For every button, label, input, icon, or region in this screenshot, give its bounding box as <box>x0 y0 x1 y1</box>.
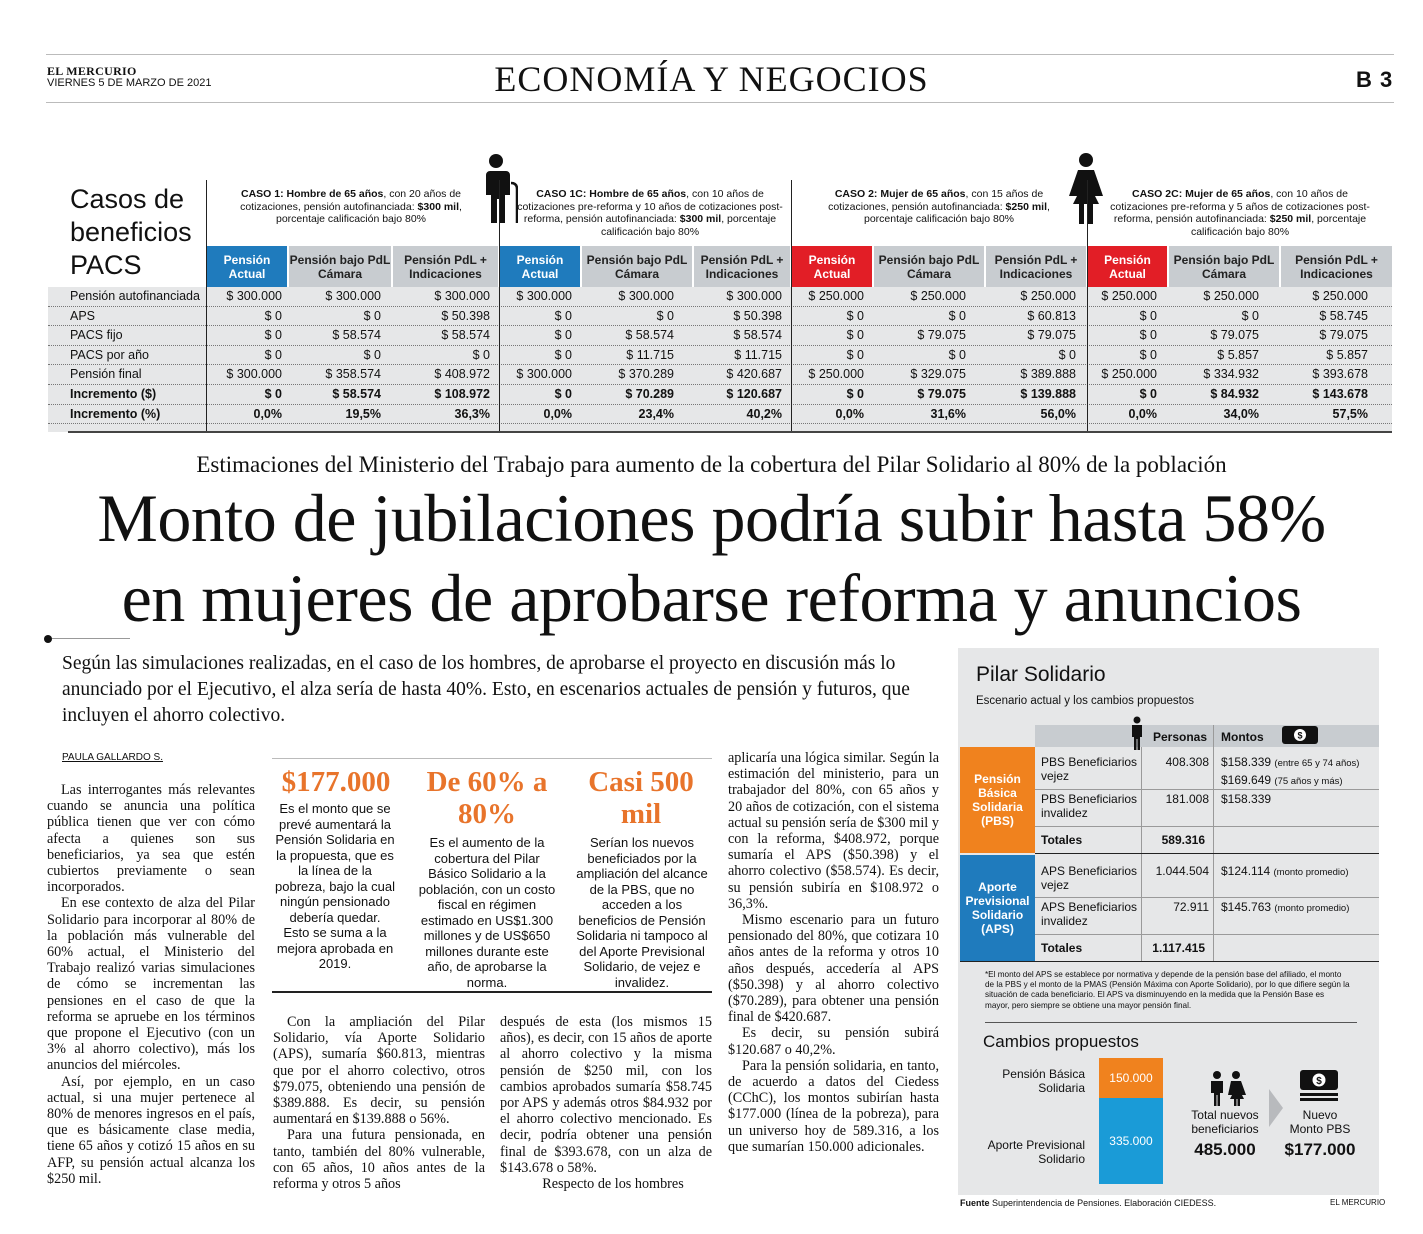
row-pbs-totales: Totales <box>1041 833 1083 847</box>
col-header-case2-actual: Pensión Actual <box>792 246 872 287</box>
table-cell: 19,5% <box>345 406 381 421</box>
col-header-case1-actual: Pensión Actual <box>207 246 287 287</box>
table-cell: $ 11.715 <box>626 347 674 362</box>
aps-label-box: Aporte Previsional Solidario (APS) <box>960 855 1035 961</box>
table-cell: $ 250.000 <box>1312 289 1368 303</box>
case-1c-description: CASO 1C: Hombre de 65 años, con 10 años de cotizaciones pre-reforma y 10 años de cotizaciones post-reforma, pensión autofinanciada: $300 mil, porcentaje calificación bajo 80% <box>517 188 783 238</box>
paragraph: Las interrogantes más relevantes cuando se anuncia una política pública tienen que ver con cómo afecta a quienes son sus beneficiarios, ya sea que estén cubiertos previamente o sean incorporados. <box>47 782 255 896</box>
table-cell: $ 0 <box>264 308 282 323</box>
table-cell: 23,4% <box>638 406 674 421</box>
sidebar-note: *El monto del APS se establece por normativa y depende de la pensión base del afiliado, el monto de la PBS y el monto de la PMAS (Pensión Máxima con Aporte Solidario), por lo que difiere según la situación de cada beneficiario. El APS va disminuyendo en la medida que la Pensión Base es mayor, pero siempre se obtiene una mayor pensión final. <box>985 970 1350 1010</box>
paragraph: Así, por ejemplo, en un caso actual, si una mujer pertenece al 80% de menores ingresos en el país, que es básicamente clase media, tiene 65 años y cotizó 15 años en su AFP, su pensión actual alcanza los $250 mil. <box>47 1073 255 1187</box>
table-cell: $ 0 <box>846 347 864 362</box>
body-column-1 <box>47 782 255 1187</box>
issue-date: VIERNES 5 DE MARZO DE 2021 <box>47 77 212 89</box>
sidebar-subtitle: Escenario actual y los cambios propuestos <box>976 695 1194 707</box>
row-label: PACS fijo <box>70 328 123 343</box>
table-cell: $ 108.972 <box>434 387 490 401</box>
facts-bottom-rule <box>272 991 712 993</box>
table-cell: $ 334.932 <box>1203 367 1259 382</box>
table-cell: $ 5.857 <box>1326 347 1368 362</box>
col-header-case2c-indicaciones: Pensión PdL + Indicaciones <box>1281 246 1392 287</box>
pbs-label-box: Pensión Básica Solidaria (PBS) <box>960 747 1035 853</box>
paragraph: Para una futura pensionada, en tanto, también del 80% vulnerable, con 65 años, 10 años antes de la reforma y otros 5 años <box>273 1127 485 1193</box>
table-cell: $ 300.000 <box>516 289 572 303</box>
col-header-case1-indicaciones: Pensión PdL + Indicaciones <box>393 246 498 287</box>
table-cell: $ 50.398 <box>733 308 782 323</box>
table-row <box>48 405 1392 425</box>
col-header-case2c-actual: Pensión Actual <box>1088 246 1167 287</box>
table-cell: $ 58.745 <box>1319 308 1368 323</box>
table-cell: $ 358.574 <box>325 367 381 382</box>
table-cell: 0,0% <box>543 406 572 421</box>
fact-3-number: Casi 500 mil <box>588 766 694 830</box>
table-cell: $ 139.888 <box>1020 387 1076 401</box>
col-header-case1c-indicaciones: Pensión PdL + Indicaciones <box>694 246 790 287</box>
col-montos: Montos <box>1221 730 1264 744</box>
new-pbs-value: $177.000 <box>1284 1140 1356 1159</box>
fact-1-text: Es el monto que se prevé aumentará la Pensión Solidaria en la propuesta, que es la línea de la pobreza, bajo la cual ningún pensionado debería quedar. Esto se suma a la mejora aprobada en 2019. <box>275 801 395 971</box>
table-cell: $ 250.000 <box>808 367 864 382</box>
table-rule <box>1087 180 1088 432</box>
header-bottom-rule <box>46 102 1394 103</box>
table-cell: $ 250.000 <box>808 289 864 303</box>
table-cell: $ 300.000 <box>226 367 282 382</box>
table-cell: $ 79.075 <box>1210 328 1259 343</box>
table-cell: 0,0% <box>835 406 864 421</box>
man-icon <box>478 153 518 225</box>
pbs-vejez-monto1: $158.339 (entre 65 y 74 años) <box>1221 755 1360 769</box>
case-2c-description: CASO 2C: Mujer de 65 años, con 10 años de cotizaciones pre-reforma y 5 años de cotizaciones post-reforma, pensión autofinanciada: $250 mil, porcentaje calificación bajo 80% <box>1110 188 1370 238</box>
article-lead: Según las simulaciones realizadas, en el caso de los hombres, de aprobarse el proyecto en discusión más lo anunciado por el Ejecutivo, el alza sería de hasta 40%. Esto, en escenarios actuales de pensión y futuros, que incluyen el ahorro colectivo. <box>62 653 910 726</box>
grid-line <box>1141 747 1142 961</box>
table-cell: 34,0% <box>1223 406 1259 421</box>
col-header-case1c-actual: Pensión Actual <box>500 246 580 287</box>
row-pbs-vejez: PBS Beneficiarios vejez <box>1041 755 1138 783</box>
table-cell: $ 250.000 <box>1203 289 1259 303</box>
table-cell: $ 0 <box>948 308 966 323</box>
article-kicker: Estimaciones del Ministerio del Trabajo para aumento de la cobertura del Pilar Solidario al 80% de la población <box>196 452 1227 477</box>
total-new-value: 485.000 <box>1194 1140 1256 1159</box>
newspaper-name: EL MERCURIO <box>47 64 137 78</box>
table-cell: $ 0 <box>1058 347 1076 362</box>
table-cell: $ 0 <box>1139 387 1157 401</box>
money-stack-icon <box>1298 1068 1340 1102</box>
table-row <box>48 307 1392 327</box>
table-cell: $ 250.000 <box>1101 367 1157 382</box>
table-bottom-rule <box>68 431 1392 433</box>
table-cell: $ 5.857 <box>1217 347 1259 362</box>
fact-2-number: De 60% a 80% <box>426 766 548 830</box>
aps-invalidez-monto: $145.763 (monto promedio) <box>1221 900 1350 914</box>
table-cell: $ 0 <box>363 347 381 362</box>
article-headline: Monto de jubilaciones podría subir hasta 58% en mujeres de aprobarse reforma y anuncios <box>97 480 1326 636</box>
table-cell: $ 60.813 <box>1027 308 1076 323</box>
money-icon <box>1281 725 1319 745</box>
table-cell: $ 300.000 <box>516 367 572 382</box>
paragraph: después de esta (los mismos 15 años), es decir, con 15 años de aporte al ahorro colectivo y la misma pensión de $250 mil, con los cambios aprobados sumaría $58.745 por APS y además otros $84.932 por el ahorro colectivo mencionado. Es decir, podría obtener una pensión final de $393.678, con un alza de $143.678 o 58%. <box>500 1014 712 1176</box>
pbs-vejez-monto2: $169.649 (75 años y más) <box>1221 773 1343 787</box>
table-cell: $ 0 <box>554 387 572 401</box>
case-1-description: CASO 1: Hombre de 65 años, con 20 años de cotizaciones, pensión autofinanciada: $300 mil, porcentaje calificación bajo 80% <box>240 188 462 225</box>
col-header-case1-camara: Pensión bajo PdL Cámara <box>289 246 391 287</box>
table-row <box>48 287 1392 307</box>
table-cell: 36,3% <box>454 406 490 421</box>
body-column-3 <box>500 1014 712 1192</box>
bar-pbs-segment: 150.000 <box>1099 1058 1163 1098</box>
table-cell: $ 70.289 <box>625 387 674 401</box>
pbs-totales-personas: 589.316 <box>1161 833 1205 847</box>
row-aps-invalidez: APS Beneficiarios invalidez <box>1041 900 1138 928</box>
table-cell: $ 84.932 <box>1210 387 1259 401</box>
table-cell: $ 250.000 <box>1020 289 1076 303</box>
table-cell: $ 300.000 <box>434 289 490 303</box>
grid-line <box>1035 897 1379 898</box>
page-number: B 3 <box>1356 67 1394 92</box>
section-title: ECONOMÍA Y NEGOCIOS <box>494 59 929 99</box>
table-cell: 57,5% <box>1332 406 1368 421</box>
paragraph: Respecto de los hombres <box>542 1176 684 1193</box>
table-cell: $ 300.000 <box>325 289 381 303</box>
header-top-rule <box>46 54 1394 55</box>
table-cell: $ 0 <box>1139 308 1157 323</box>
table-cell: $ 79.075 <box>917 387 966 401</box>
table-cell: $ 58.574 <box>332 328 381 343</box>
table-cell: $ 0 <box>554 328 572 343</box>
table-cell: $ 250.000 <box>1101 289 1157 303</box>
table-cell: $ 0 <box>846 328 864 343</box>
table-cell: $ 79.075 <box>1027 328 1076 343</box>
source-brand: EL MERCURIO <box>1330 1198 1386 1207</box>
table-cell: $ 300.000 <box>226 289 282 303</box>
table-cell: $ 143.678 <box>1312 387 1368 401</box>
row-label: Pensión autofinanciada <box>70 289 200 303</box>
new-pbs-label: Nuevo Monto PBS <box>1289 1108 1351 1136</box>
body-column-4 <box>728 750 939 1155</box>
grid-line <box>1035 826 1379 827</box>
aps-vejez-personas: 1.044.504 <box>1155 864 1209 878</box>
row-label: APS <box>70 308 96 323</box>
total-new-label: Total nuevos beneficiarios <box>1191 1108 1259 1136</box>
table-cell: $ 0 <box>846 387 864 401</box>
pbs-invalidez-personas: 181.008 <box>1165 792 1209 806</box>
bar-aps-label: Aporte Previsional Solidario <box>987 1138 1085 1166</box>
table-cell: $ 250.000 <box>910 289 966 303</box>
paragraph: En ese contexto de alza del Pilar Solidario para incorporar al 80% de la población más vulnerable del 60% actual, el Ministerio del Trabajo realizó varias simulaciones de cómo se incrementan las pensiones en el caso de que la reforma se apruebe en los términos que propone el Ejecutivo (con un 3% al ahorro colectivo), más los anuncios del miércoles. <box>47 895 255 1074</box>
woman-icon <box>1068 152 1104 224</box>
svg-text:$: $ <box>1316 1076 1322 1087</box>
table-cell: $ 420.687 <box>726 367 782 382</box>
row-label: Pensión final <box>70 367 142 382</box>
table-cell: $ 58.574 <box>625 328 674 343</box>
col-header-case2c-camara: Pensión bajo PdL Cámara <box>1169 246 1279 287</box>
table-cell: $ 393.678 <box>1312 367 1368 382</box>
table-cell: $ 0 <box>264 328 282 343</box>
table-cell: $ 11.715 <box>734 347 782 362</box>
table-cell: $ 0 <box>948 347 966 362</box>
fact-1-number: $177.000 <box>281 766 391 798</box>
grid-line <box>960 961 1379 962</box>
grid-line <box>1213 725 1214 961</box>
table-cell: $ 58.574 <box>733 328 782 343</box>
row-label: Incremento (%) <box>70 406 161 421</box>
table-cell: $ 0 <box>846 308 864 323</box>
case-2-description: CASO 2: Mujer de 65 años, con 15 años de cotizaciones, pensión autofinanciada: $250 mil, porcentaje calificación bajo 80% <box>828 188 1050 225</box>
table-cell: 56,0% <box>1040 406 1076 421</box>
table-cell: $ 300.000 <box>726 289 782 303</box>
row-label: PACS por año <box>70 347 149 362</box>
grid-line <box>1035 789 1379 790</box>
table-cell: $ 0 <box>472 347 490 362</box>
row-aps-vejez: APS Beneficiarios vejez <box>1041 864 1138 892</box>
table-row <box>48 385 1392 405</box>
table-cell: $ 0 <box>1241 308 1259 323</box>
sidebar-title: Pilar Solidario <box>976 663 1106 686</box>
facts-top-rule <box>272 758 712 759</box>
table-cell: 31,6% <box>930 406 966 421</box>
grid-line <box>1035 853 1379 854</box>
arrow-right-icon <box>1268 1088 1284 1128</box>
table-cell: $ 300.000 <box>618 289 674 303</box>
table-rule <box>791 180 792 432</box>
aps-totales-personas: 1.117.415 <box>1152 941 1205 955</box>
table-row <box>48 346 1392 366</box>
table-row <box>48 365 1392 385</box>
paragraph: Con la ampliación del Pilar Solidario, vía Aporte Solidario (APS), sumaría $60.813, mientras que por el ahorro colectivo, otros $79.075, obteniendo una pensión de $389.888. Es decir, su pensión aumentará en $139.888 o 56%. <box>273 1014 485 1128</box>
svg-text:$: $ <box>1297 730 1303 741</box>
table-cell: $ 50.398 <box>441 308 490 323</box>
fact-2-text: Es el aumento de la cobertura del Pilar Básico Solidario a la población, con un costo fiscal en régimen estimado en US$1.300 millones y de US$650 millones durante este año, de aprobarse la norma. <box>418 835 556 990</box>
fact-3-text: Serían los nuevos beneficiados por la ampliación del alcance de la PBS, que no acceden a los beneficios de Pensión Solidaria ni tampoco al del Aporte Previsional Solidario, de vejez e invalidez. <box>576 835 708 990</box>
table-cell: $ 0 <box>554 347 572 362</box>
table-cell: $ 389.888 <box>1020 367 1076 382</box>
table-cell: $ 58.574 <box>332 387 381 401</box>
paragraph: aplicaría una lógica similar. Según la estimación del ministerio, para un trabajador del 80%, con 65 años y 20 años de cotización, con el sistema actual su pensión sería de $300 mil y con la reforma, $408.972, porque sumaría el APS ($50.398) y el ahorro colectivo ($58.574). Es decir, su pensión subiría en $108.972 o 36,3%. <box>728 750 939 912</box>
bar-pbs-label: Pensión Básica Solidaria <box>1002 1067 1085 1095</box>
table-row <box>48 326 1392 346</box>
row-pbs-invalidez: PBS Beneficiarios invalidez <box>1041 792 1138 820</box>
grid-line <box>1035 934 1379 935</box>
paragraph: Para la pensión solidaria, en tanto, de acuerdo a datos del Ciedess (CChC), los montos subirían hasta $177.000 (línea de la pobreza), para un universo hoy de 589.316, a los que sumarían 150.000 adicionales. <box>728 1057 939 1155</box>
person-icon <box>1130 716 1144 750</box>
col-header-case1c-camara: Pensión bajo PdL Cámara <box>582 246 692 287</box>
table-cell: $ 79.075 <box>917 328 966 343</box>
table-rule <box>499 180 500 432</box>
table-cell: 0,0% <box>253 406 282 421</box>
table-rule <box>206 180 207 432</box>
aps-invalidez-personas: 72.911 <box>1173 900 1209 914</box>
bullet-dot <box>44 635 52 643</box>
table-cell: $ 58.574 <box>441 328 490 343</box>
table-title: Casos de beneficios PACS <box>70 184 192 280</box>
pbs-invalidez-monto: $158.339 <box>1221 792 1272 806</box>
table-cell: $ 0 <box>1139 328 1157 343</box>
table-cell: 40,2% <box>746 406 782 421</box>
source-line: Fuente Superintendencia de Pensiones. Elaboración CIEDESS. <box>960 1198 1217 1208</box>
col-header-case2-indicaciones: Pensión PdL + Indicaciones <box>986 246 1086 287</box>
table-cell: $ 0 <box>656 308 674 323</box>
table-cell: $ 120.687 <box>726 387 782 401</box>
row-aps-totales: Totales <box>1041 941 1083 955</box>
table-cell: $ 329.075 <box>910 367 966 382</box>
cambios-title: Cambios propuestos <box>983 1032 1139 1051</box>
paragraph: Mismo escenario para un futuro pensionado del 80%, que cotizara 10 años antes de la reforma y otros 10 años después, accedería al APS ($50.398) y al ahorro colectivo ($70.289), para obtener una pensión final de $420.687. <box>728 912 939 1026</box>
bar-aps-segment: 335.000 <box>1099 1098 1163 1184</box>
col-personas: Personas <box>1153 730 1208 744</box>
table-cell: $ 0 <box>1139 347 1157 362</box>
col-header-case2-camara: Pensión bajo PdL Cámara <box>874 246 984 287</box>
table-cell: $ 408.972 <box>434 367 490 382</box>
table-cell: $ 0 <box>264 347 282 362</box>
paragraph: Es decir, su pensión subirá $120.687 o 40,2%. <box>728 1025 939 1058</box>
sidebar-divider <box>985 1022 1357 1023</box>
pbs-vejez-personas: 408.308 <box>1165 755 1209 769</box>
byline: PAULA GALLARDO S. <box>62 752 163 763</box>
table-cell: $ 0 <box>264 387 282 401</box>
table-cell: $ 0 <box>363 308 381 323</box>
table-cell: 0,0% <box>1128 406 1157 421</box>
body-column-2 <box>273 1014 485 1192</box>
table-cell: $ 0 <box>554 308 572 323</box>
table-cell: $ 79.075 <box>1319 328 1368 343</box>
table-cell: $ 370.289 <box>618 367 674 382</box>
couple-icon <box>1205 1070 1249 1106</box>
bullet-rule <box>52 638 130 639</box>
row-label: Incremento ($) <box>70 387 157 401</box>
aps-vejez-monto: $124.114 (monto promedio) <box>1221 864 1349 878</box>
